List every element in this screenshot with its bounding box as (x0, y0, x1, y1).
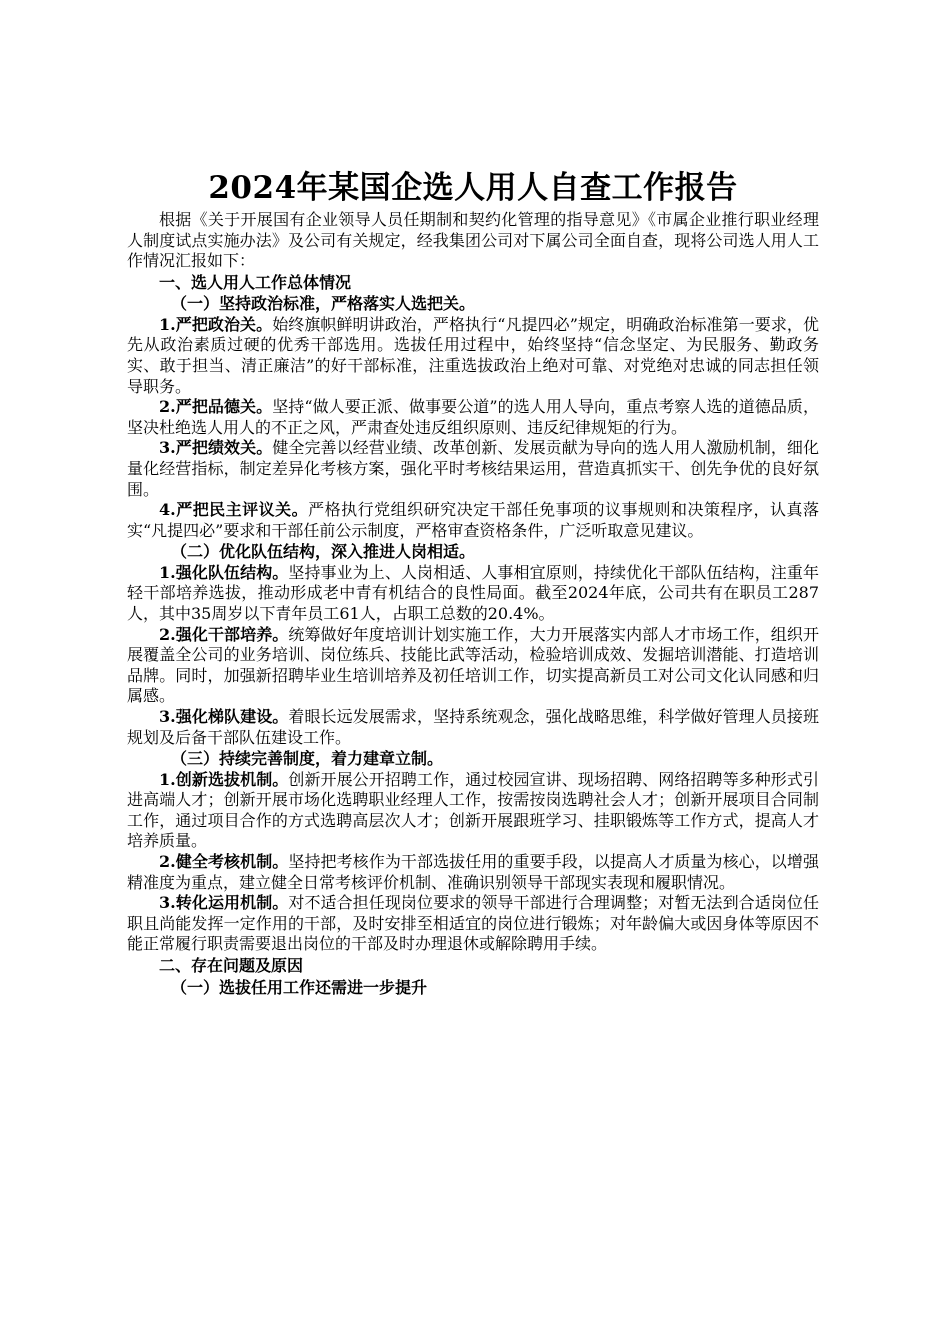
document-title: 2024年某国企选人用人自查工作报告 (208, 170, 738, 206)
item-text: 统筹做好年度培训计划实施工作，大力开展落实内部人才市场工作，组织开展覆盖全公司的业务培训、岗位练兵、技能比武等活动，检验培训成效、发掘培训潜能、打造培训品牌。同时，加强新招聘毕业生培训培养及初任培训工作，切实提高新员工对公司文化认同感和归属感。 (127, 624, 819, 706)
section-1-heading: 一、选人用人工作总体情况 (159, 272, 352, 292)
item-lead: 3.严把绩效关。 (159, 438, 273, 458)
item-text: 坚持“做人要正派、做事要公道”的选人用人导向，重点考察人选的道德品质，坚决杜绝选人用人的不正之风，严肃查处违反组织原则、违反纪律规矩的行为。 (127, 397, 819, 437)
section-1-sub-3-heading: （三）持续完善制度，着力建章立制。 (171, 749, 444, 769)
list-item (127, 770, 819, 852)
item-text: 着眼长远发展需求，坚持系统观念，强化战略思维，科学做好管理人员接班规划及后备干部队伍建设工作。 (127, 706, 819, 747)
list-item (127, 315, 819, 397)
item-text: 对不适合担任现岗位要求的领导干部进行合理调整；对暂无法到合适岗位任职且尚能发挥一定作用的干部，及时安排至相适宜的岗位进行锻炼；对年龄偏大或因身体等原因不能正常履行职责需要退出岗位的干部及时办理退休或解除聘用手续。 (127, 893, 819, 954)
list-item (127, 852, 819, 893)
item-lead: 1.强化队伍结构。 (159, 562, 289, 582)
document-page (127, 168, 819, 998)
item-lead: 3.转化运用机制。 (159, 893, 289, 913)
section-1-sub-2-heading: （二）优化队伍结构，深入推进人岗相适。 (171, 542, 476, 562)
item-text: 创新开展公开招聘工作，通过校园宣讲、现场招聘、网络招聘等多种形式引进高端人才；创新开展市场化选聘职业经理人工作，按需按岗选聘社会人才；创新开展项目合同制工作，通过项目合作的方式选聘高层次人才；创新开展跟班学习、挂职锻炼等工作方式，提高人才培养质量。 (127, 769, 819, 851)
item-lead: 3.强化梯队建设。 (159, 706, 289, 726)
item-lead: 2.严把品德关。 (159, 397, 273, 417)
list-item (127, 438, 819, 500)
section-2-heading: 二、存在问题及原因 (159, 956, 304, 975)
item-lead: 1.创新选拔机制。 (159, 769, 289, 789)
section-1-sub-1-heading: （一）坚持政治标准，严格落实人选把关。 (171, 294, 476, 314)
list-item (127, 893, 819, 955)
item-lead: 1.严把政治关。 (159, 314, 273, 334)
list-item (127, 563, 819, 625)
section-2-sub-1-heading: （一）选拔任用工作还需进一步提升 (171, 977, 428, 997)
item-text: 坚持把考核作为干部选拔任用的重要手段，以提高人才质量为核心，以增强精准度为重点，建立健全日常考核评价机制、准确识别领导干部现实表现和履职情况。 (127, 852, 819, 892)
item-text: 严格执行党组织研究决定干部任免事项的议事规则和决策程序，认真落实“凡提四必”要求和干部任前公示制度，严格审查资格条件，广泛听取意见建议。 (127, 500, 819, 540)
item-text: 始终旗帜鲜明讲政治，严格执行“凡提四必”规定，明确政治标准第一要求，优先从政治素质过硬的优秀干部选用。选拔任用过程中，始终坚持“信念坚定、为民服务、勤政务实、敢于担当、清正廉洁”的好干部标准，注重选拔政治上绝对可靠、对党绝对忠诚的同志担任领导职务。 (127, 314, 819, 396)
item-lead: 2.健全考核机制。 (159, 852, 289, 872)
item-lead: 2.强化干部培养。 (159, 624, 289, 644)
item-text: 健全完善以经营业绩、改革创新、发展贡献为导向的选人用人激励机制，细化量化经营指标，制定差异化考核方案，强化平时考核结果运用，营造真抓实干、创先争优的良好氛围。 (127, 438, 819, 499)
list-item (127, 500, 819, 541)
list-item (127, 625, 819, 707)
list-item (127, 397, 819, 438)
intro-paragraph: 根据《关于开展国有企业领导人员任期制和契约化管理的指导意见》《市属企业推行职业经理人制度试点实施办法》及公司有关规定，经我集团公司对下属公司全面自查，现将公司选人用人工作情况汇报如下： (127, 210, 819, 271)
item-lead: 4.严把民主评议关。 (159, 500, 309, 520)
list-item (127, 707, 819, 748)
item-text: 坚持事业为上、人岗相适、人事相宜原则，持续优化干部队伍结构，注重年轻干部培养选拔，推动形成老中青有机结合的良性局面。截至2024年底，公司共有在职员工287人，其中35周岁以下青年员工61人，占职工总数的20.4%。 (127, 562, 819, 623)
